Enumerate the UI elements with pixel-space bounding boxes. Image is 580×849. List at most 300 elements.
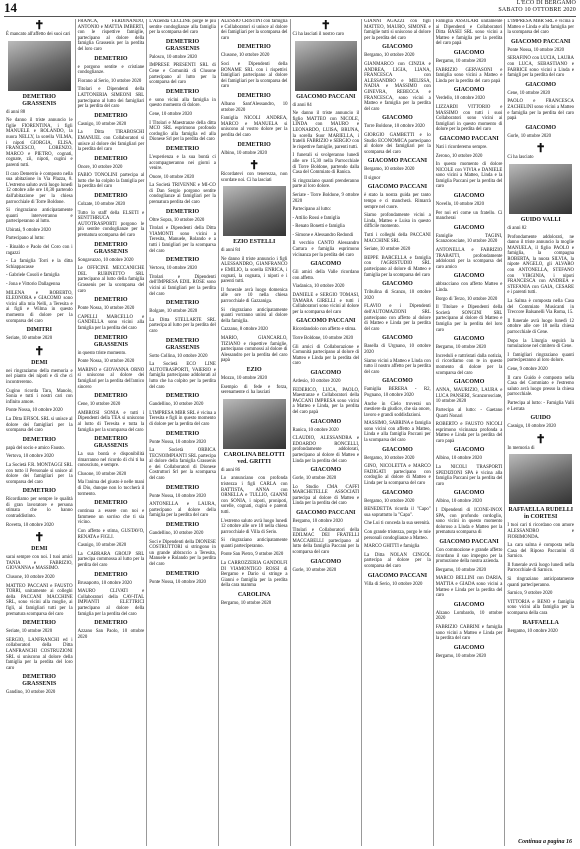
column-8 — [504, 19, 576, 846]
notice-text: di anni 84 — [220, 248, 241, 254]
deceased-name: DEMETRIO GRASSENIS — [93, 436, 128, 450]
notice-text: Gorle, 10 ottobre 2020 — [292, 476, 337, 482]
deceased-name: GIACOMO — [525, 124, 557, 131]
deceased-name: GUIDO VALLI — [520, 216, 561, 223]
notice-text: MARCO GHITTI e famiglia — [364, 544, 420, 550]
deceased-name: GIACOMO — [453, 644, 485, 651]
notice-text: in questo triste momento. — [77, 350, 127, 356]
deceased-name: GIACOMO — [453, 379, 485, 386]
deceased-name: DEMETRIO GRASSENIS — [93, 241, 128, 255]
notice-text: Gandino, 10 ottobre 2020 — [6, 690, 56, 696]
notice-text: VITTORIA e BENO e famiglia sono vicini alla famiglia per la scomparsa della cara — [507, 599, 574, 617]
notice-text: La Ditta NOLAN CINGOL partecipa al dolore per la scomparsa del caro — [364, 552, 431, 569]
obituary-columns — [4, 19, 576, 846]
deceased-name: GIACOMO — [382, 335, 413, 342]
column-5 — [290, 19, 362, 846]
portrait-photo — [223, 399, 286, 449]
notice-text: Verdello, 10 ottobre 2020 — [435, 96, 485, 102]
notice-text: Gandellino, 10 ottobre 2020 — [149, 402, 204, 408]
notice-text: La sua bontà e disponibilità rimarranno nel ricordo di chi ti ha conosciuto, e sempre. — [77, 452, 145, 469]
notice-text: Si ringraziano anticipatamente quanti vorranno unirsi al dolore della famiglia. — [220, 307, 288, 324]
notice-text: CAPELLI MARCELLO e GANDELLA sono vicini alla famiglia per la perdita del caro — [77, 314, 145, 331]
notice-text: Cazzano, 8 ottobre 2020 — [220, 327, 268, 333]
notice-text: DANIELE e SERGIO TOMASI, TAMARA GIRELLI e tutti i Collaboratori sono vicini al dolore per la scomparsa del caro — [292, 293, 360, 315]
notice-text: Vertova, 10 ottobre 2020 — [149, 266, 197, 272]
notice-text: Novello, 10 ottobre 2020 — [435, 202, 484, 208]
cross-icon: ✝ — [535, 141, 546, 156]
notice-text: Lo Studio CMA CAFFI MARCHETELLE ASSOCIATI partecipa al dolore di Matteo e Linda per la perdita del caro — [292, 484, 360, 507]
notice-text: Cene, 10 ottobre 2020 — [507, 90, 551, 96]
notice-text: La Ditta STELLARTE SRL partecipa al lutto per la perdita del caro — [149, 317, 216, 334]
notice-text: Con grande tristezza, porgo le mie personali condoglianze a Matteo. — [364, 530, 431, 541]
notice-text: Ricordiamo per sempre le qualità di gran lavoratore e persona stimata che lo hanno contraddistinto. — [6, 497, 73, 520]
notice-text: Cugino ricorda Tara, Manolo, Sonia e tutti i nostri cari con infinito amore. — [6, 388, 73, 405]
notice-text: Ponte Nossa, 10 ottobre 2020 — [6, 408, 63, 414]
notice-text: La Società ECO LINE AUTOTRASPORTI, VAIERIO e famiglia partecipano addolorati al lutto che ha colpito per la perdita del caro — [149, 362, 216, 390]
notice-text: Alzano Lombardo, 10 ottobre 2020 — [435, 610, 503, 622]
notice-text: Clusone, 10 ottobre 2020 — [6, 575, 55, 581]
deceased-name: DEMETRIO — [94, 155, 128, 162]
notice-text: Dopo la Liturgia seguirà la tumulazione nel cimitero di Cene. — [507, 338, 574, 350]
deceased-name: GIACOMO PACCANI — [439, 539, 499, 545]
notice-text: Ne danno il triste annuncio i figli ALESSANDRO, GIANFRANCO e EMILIO, la sorella ENRICA, i cognati, la cognata, i nipoti e i parenti tutti. — [220, 256, 288, 285]
notice-text: Bergamo, 10 ottobre 2020 — [435, 345, 487, 351]
deceased-name: DEMETRIO GRASSENIS — [93, 334, 128, 348]
notice-text: Bergamo, 10 ottobre 2020 — [435, 567, 487, 573]
deceased-name: GIACOMO — [310, 558, 342, 565]
notice-text: La Ditta EFISOL SRL si unisce al dolore dei famigliari per la scomparsa del caro — [6, 416, 73, 434]
notice-text: Lo annunciano con profonda tristezza i figli CARLA con BATTISTA, ANNA con ORNELLA e TULLIO, GIANNI con SONIA, i nipoti, pronipoti, sorelle, cognati, cugini e parenti tutti. — [220, 476, 288, 515]
portrait-photo — [8, 41, 71, 91]
notice-text: La NICOLI TRASPORTI SPEDIZIONI SPA è vicina alla famiglia Paccani per la perdita del caro — [435, 465, 503, 487]
deceased-name: GIACOMO PACCANI — [439, 135, 499, 142]
notice-text: Viadanica, 10 ottobre 2020 — [292, 284, 345, 290]
notice-text: Esempio di fede e forza, serenamente ci ha lasciati — [220, 384, 288, 396]
deceased-name: GIACOMO — [310, 418, 342, 425]
notice-text: ANNA, MAURIZIO, LAURA e LUCA PANSERI, Scanzorosciate, 10 ottobre 2020 — [435, 388, 503, 405]
notice-text: I funerali si svolgeranno lunedì alle ore 15,30 nella Parrocchiale di Torre Boldone, partendo dalla Casa del Commiato di Ranica. — [292, 153, 360, 176]
deceased-name: RAFFAELLA RUDELLI in CORTESI — [508, 507, 574, 521]
notice-text: Partecipano al lutto: — [292, 207, 332, 213]
deceased-name: GIACOMO PACCANI — [367, 184, 428, 191]
deceased-name: GIACOMO — [310, 261, 342, 268]
notice-text: Ma l'anima del giusto è nelle mani di Dio, dunque non lo toccherà il tormento. — [77, 480, 145, 497]
deceased-name: GIACOMO — [453, 87, 485, 94]
deceased-name: GIACOMO — [453, 447, 485, 454]
notice-text: È mancato all'affetto dei suoi cari — [6, 32, 71, 37]
deceased-name: DEMETRIO — [94, 393, 128, 400]
notice-text: Bergamo, 10 ottobre 2020 — [364, 167, 415, 173]
masthead — [498, 0, 576, 14]
notice-text: FABRIZIO CABRINI e famiglia sono vicini a Matteo e Linda per la perdita del caro — [435, 624, 503, 642]
notice-text: Rovetta, 10 ottobre 2020 — [6, 522, 54, 528]
notice-text: In memoria di — [507, 445, 535, 451]
notice-text: IMPRESE PRESENTI SRL di Cene e Comunità di Clusone partecipano al lutto per la scomparsa del caro — [149, 63, 216, 86]
notice-text: BEPPE BARCELLA e famiglia con l'AGRISTUDIO SRL partecipano al dolore di Matteo e famiglia per la scomparsa del caro — [364, 255, 431, 278]
column-7 — [433, 19, 505, 846]
cross-icon: ✝ — [34, 19, 45, 32]
notice-text: La cara salma è composta nella Casa del Riposo Paccanini di Sarnico. — [507, 543, 574, 560]
deceased-name: GIACOMO — [453, 193, 485, 200]
notice-text: La CARROZZERIA GANDOLFI DI VIAMONTIGO ROSSI di Bergamo e Dario si stringe a Gianni e famiglia per la perdita della cara mamma — [220, 561, 288, 589]
deceased-name: EZIO ESTELLI — [233, 239, 276, 246]
deceased-name: DEMETRIO — [165, 430, 200, 437]
notice-text: - Jona e Vittorio Dallagenna — [6, 282, 60, 288]
column-1 — [4, 19, 75, 846]
notice-text: di anni 88 — [6, 109, 26, 115]
column-4 — [218, 19, 290, 846]
notice-text: Palosco, 10 ottobre 2020 — [149, 54, 197, 60]
notice-text: Casnigo, 10 ottobre 2020 — [77, 121, 127, 127]
notice-text: In questo momento di dolore NICOLE con VIVIA e DANIELE sono vicini a Matteo, Linda e la famiglia Paccani per la perdita del caro — [435, 162, 503, 190]
notice-text: Bergamo, 10 ottobre 2020 — [364, 53, 415, 59]
deceased-name: DEMETRIO — [94, 571, 128, 578]
notice-text: Gorle, 10 ottobre 2020 — [292, 567, 337, 573]
deceased-name: GIACOMO — [382, 378, 413, 385]
deceased-name: GIACOMO PACCANI — [296, 318, 356, 325]
notice-text: FABRIZIO GERVASONI e famiglia sono vicini a Matteo e Linda per la perdita del caro papà — [435, 67, 503, 84]
notice-text: Ci ha lasciato — [507, 155, 534, 161]
notice-text: Cene, 10 ottobre 2020 — [149, 111, 192, 117]
column-3 — [146, 19, 218, 846]
deceased-name: GIACOMO — [382, 115, 413, 122]
deceased-name: DEMETRIO GRASSENIS — [22, 674, 57, 688]
notice-text: Villa di Serio, 10 ottobre 2020 — [364, 581, 423, 587]
deceased-name: GIACOMO — [310, 369, 342, 376]
notice-text: Ranica, 10 ottobre 2020 — [292, 427, 339, 433]
notice-text: e sono vicini alla famiglia in questo momento di dolore. — [149, 97, 216, 109]
notice-text: La Ditta TIRABOSCHI EMANUEL con Collaboratori si unisce al dolore dei famigliari per la perdita del caro — [77, 130, 145, 153]
notice-text: Clusone, 10 ottobre 2020 — [77, 471, 127, 477]
notice-text: SERGIO, LANFRANCHI ed i collaboratori della Ditta LANFRANCHI COSTRUZIONI SRL si uniscono al dolore della famiglia per la perdita del loro caro — [6, 637, 73, 671]
notice-text: - Renato Bonetti e famiglia — [292, 224, 345, 230]
deceased-name: DEMETRIO — [237, 92, 271, 99]
notice-text: Zerono, 10 ottobre 2020 — [435, 153, 483, 159]
notice-text: Albino, 10 ottobre 2020 — [435, 456, 482, 462]
deceased-name: DEMETRIO — [165, 145, 200, 152]
notice-text: Si ringraziano quanti prenderanno parte al loro dolore. — [292, 178, 360, 190]
notice-text: Per noi eri come un fratello. Ci mancherai — [435, 210, 503, 222]
notice-text: Onore, 10 ottobre 2020 — [149, 174, 195, 180]
notice-text: Borgo di Terzo, 10 ottobre 2020 — [435, 296, 498, 302]
notice-text: continua a essere con noi e fammene un sorriso che ti sia vicino. — [77, 509, 145, 526]
notice-text: L'IMPRESA MBR SRL è vicina a Matteo e Linda e alla famiglia per la scomparsa del caro — [507, 19, 574, 36]
deceased-name: GIACOMO — [382, 281, 413, 288]
notice-text: GIANNI AGAZZI con figli MATTEO, MAURO, SIMONE e famiglie tutti si uniscono al dolore per la perdita del caro — [364, 19, 431, 41]
deceased-name: DEMETRIO — [165, 522, 200, 529]
deceased-name: DEMETRIO GRASSENIS — [165, 337, 200, 351]
deceased-name: DEMETRIO — [165, 393, 200, 400]
notice-text: Cene, 10 ottobre 2020 — [77, 402, 121, 408]
notice-text: MARINO e GIOVANNA ORNO si uniscono al dolore dei famigliari per la perdita dell'amico sincero — [77, 367, 145, 390]
notice-text: Bergamo, 10 ottobre 2020 — [364, 455, 415, 461]
deceased-name: DEMETRIO — [22, 436, 56, 443]
deceased-name: DEMETRIO — [165, 570, 200, 577]
notice-text: abbracciano con affetto Matteo e Linda. — [435, 282, 503, 293]
notice-text: e porgono sentite e cristiane condoglianze. — [77, 64, 145, 76]
notice-text: Il funerale avrà luogo lunedì nella Parrocchiale di Sarnico. — [507, 562, 574, 574]
deceased-name: CAROLINA BELOTTI ved. GRITTI — [223, 451, 285, 465]
deceased-name: GIACOMO — [453, 224, 485, 231]
deceased-name: GIACOMO PACCANI — [367, 572, 428, 579]
notice-text: La Società F.R. MONTAGGI SRL con tutto il Personale si unisce al dolore dei famigliari per la scomparsa del caro — [6, 462, 73, 485]
notice-text: Bergamo, 10 ottobre 2020 — [364, 498, 415, 504]
notice-text: Il signor — [364, 175, 381, 181]
issue-date: SABATO 10 OTTOBRE 2020 — [498, 7, 576, 13]
notice-text: Ne danno il triste annuncio le figlie FIORENTINA, i figli MANUELE e ROLANDO, la nuora NELLY, la sorella VILMA, i nipoti GIORGIA, ELISA, FRANCESCO, LORENZO, MARCO e PIETRO, cognati, cognate, zii, nipoti, cugini e parenti tutti. — [6, 118, 73, 168]
notice-text: Si ringraziano anticipatamente quanti parteciperanno. — [220, 538, 288, 549]
deceased-name: DEMI — [31, 359, 48, 366]
notice-text: ANTONELLA e FABRIZIO TRABATTI, profondamente addolorati per la scomparsa del caro amico — [435, 248, 503, 270]
notice-text: di anni 82 — [507, 225, 527, 231]
notice-text: Clusone, 10 ottobre 2020 — [220, 53, 270, 59]
notice-text: I Dipendenti di ICONE-INOX SPA, con profondo cordoglio, sono vicini in questo momento doloroso a Linda e Matteo per la prematura scomparsa di — [435, 508, 503, 536]
deceased-name: GIACOMO — [453, 490, 485, 497]
deceased-name: DEMETRIO — [165, 300, 200, 307]
notice-text: Ci ha lasciati il nostro caro — [292, 32, 345, 37]
notice-text: Titolari e Dipendenti della LATTONERIA SIMEONI SRL partecipano al lutto dei famigliari per la perdita del caro — [77, 87, 145, 110]
notice-text: Ponte Nossa, 10 ottobre 2020 — [77, 306, 135, 312]
deceased-name: GIACOMO — [453, 273, 485, 280]
deceased-name: DIMITRI — [26, 327, 52, 334]
notice-text: Albino, 10 ottobre 2020 — [435, 499, 482, 505]
deceased-name: DEMETRIO — [237, 141, 271, 148]
notice-text: Gorle, 10 ottobre 2020 — [507, 133, 552, 139]
notice-text: Bergamo, 10 ottobre 2020 — [435, 653, 487, 659]
deceased-name: EZIO — [246, 366, 262, 373]
notice-text: - Simone e Alessandro Redondi — [292, 232, 354, 238]
deceased-name: DEMETRIO — [22, 620, 56, 627]
cross-icon: ✝ — [34, 530, 45, 545]
notice-text: MARIO, GIANCARLO, TIZIANO e rispettive famiglie, partecipano commossi al dolore di Alessandro per la perdita del caro papà — [220, 336, 288, 364]
deceased-name: GIACOMO PACCANI — [296, 510, 356, 517]
notice-text: Tutto lo staff della ELSETI e SENTTHRUCA AUTOTRASPORTI porgono le più sentite condoglianze per la prematura scomparsa del caro — [77, 210, 145, 239]
notice-text: Seriate, 10 ottobre 2020 — [364, 247, 411, 253]
deceased-name: DEMETRIO GRASSENIS — [22, 93, 57, 107]
notice-text: papà del socio e amico Fausto. — [6, 445, 65, 451]
notice-text: Albano Sant'Alessandro, 10 ottobre 2020 — [220, 101, 288, 113]
notice-text: Songavazzo, 10 ottobre 2020 — [77, 257, 134, 263]
newspaper-name: L'ECO DI BERGAMO — [516, 0, 576, 6]
notice-text: FRANCA, FERDINANDO, ANTONIO e MATTIA IMBERTI, con le rispettive famiglie, partecipano al dolore della famiglia Grassenis per la perdita del loro caro — [77, 19, 145, 52]
notice-text: Ne danno il triste annuncio il figlio MATTEO con NICOLE, LINDA con MAURO e LEONARDO, LUISA, BRUNA, la sorella Suor MARIELLA, i fratelli FABRIZIO e SERGIO con le rispettive famiglie, parenti tutti. — [292, 111, 360, 150]
deceased-name: GIACOMO — [382, 489, 413, 496]
notice-text: Il vecchio CANTO Alessandro Carrara e famiglia esprimono vicinanza per la perdita del caro — [292, 241, 360, 258]
notice-text: MASSIMO, SABRINA e famiglia sono vicini con affetto a Matteo, Linda e alla famiglia Paccani per la scomparsa del caro — [364, 421, 431, 444]
notice-text: Che Lui ti conceda la sua serenità. — [364, 521, 431, 527]
deceased-name: DEMETRIO — [94, 193, 128, 200]
column-6 — [361, 19, 433, 846]
notice-text: Titolari e Dipendenti della Ditta VIAMONTI sono vicini a Teresita, Manuele, Rolando e a tutti i famigliari per la scomparsa del caro — [149, 226, 216, 254]
deceased-name: DEMETRIO — [165, 484, 200, 491]
deceased-name: DEMETRIO — [94, 55, 128, 62]
notice-text: Ponte Nossa, 10 ottobre 2020 — [149, 493, 206, 499]
notice-text: Famiglie TAGINI, Scanzorosciate, 10 ottobre 2020 — [435, 233, 503, 245]
notice-text: SERAFINO con LUCIA, LAURA con LUCA, SEBASTIANO e FABRICE sono vicini a Linda e famigli per la perdita del caro — [507, 56, 574, 79]
notice-text: Famiglia NICOLI ANDREA, MARCO e MANUELA si uniscono al vostro dolore per la perdita del caro — [220, 116, 288, 138]
column-2 — [75, 19, 147, 846]
notice-text: Colzate, 10 ottobre 2020 — [77, 202, 126, 208]
notice-text: Tribulina di Scanzo, 10 ottobre 2020 — [364, 290, 431, 301]
deceased-name: DEMETRIO — [237, 44, 271, 51]
deceased-name: DEMETRIO — [165, 88, 200, 95]
notice-text: Azzano San Paolo, 10 ottobre 2020 — [77, 629, 145, 640]
deceased-name: DEMETRIO — [22, 488, 56, 495]
deceased-name: DEMETRIO — [94, 112, 128, 119]
continuation-note: Continua a pagina 16 — [518, 839, 572, 845]
notice-text: Bergamo, 10 ottobre 2020 — [220, 601, 272, 607]
portrait-photo — [223, 186, 286, 236]
notice-text: Mozzo, 10 ottobre 2020 — [220, 375, 267, 381]
notice-text: Seriate, 10 ottobre 2020 — [6, 336, 53, 342]
deceased-name: GIACOMO — [453, 336, 485, 343]
notice-text: Gli amici della Valle ricordano con affetto. — [292, 270, 360, 281]
notice-text: Ubiratá, 9 ottobre 2020 — [6, 227, 51, 233]
notice-text: GINO, NICOLETTA e MARCO FADIGATI partecipano con cordoglio al dolore di Matteo e Linda per la scomparsa del caro — [364, 464, 431, 487]
deceased-name: DEMETRIO — [94, 297, 128, 304]
notice-text: - Rinaldo e Paolo del Coro con i ragazzi — [6, 245, 73, 256]
notice-text: Anche in Cielo troverai un mestiere da giudice, che sia onore, lavoro e grandi soddisfazioni. — [364, 401, 431, 418]
notice-text: nei ringraziamo della memoria e nel pianto dei nipoti e di che ci incontreremo. — [6, 368, 73, 385]
notice-text: - La famiglia Torri e la ditta Schiappacasse — [6, 259, 73, 270]
notice-text: FABIO TONOLINI partecipa al lutto che ha colpito la famiglia per la perdita del caro — [77, 173, 145, 190]
notice-text: Titolari e Dipendenti dell'IMPRESA EDIL ROSE sono vicini ai famigliari per la perdita del caro — [149, 274, 216, 297]
notice-text: Famiglia BERERA - R2, Pognano, 10 ottobre 2020 — [364, 387, 431, 398]
notice-text: Ponte Nossa, 10 ottobre 2020 — [149, 579, 206, 585]
notice-text: Vertova, 10 ottobre 2020 — [6, 454, 54, 460]
notice-text: Gandellino, 10 ottobre 2020 — [149, 531, 204, 537]
notice-text: FEDERICO, LUCA, PAOLO, Maestranze e Collaboratori della PACCANI IMPRESA sono vicini a Matteo e Linda, per la perdita del caro papà — [292, 387, 360, 415]
notice-text: La Salma è composta nella Casa del Commiato Musicanti in Treccore Balsanelli Via Roma, 15. — [507, 299, 574, 316]
notice-text: ALESSIO CRISTINI con famiglia e Collaboratori si unisce al dolore dei famigliari per la scomparsa del caro — [220, 19, 288, 41]
notice-text: Sotto Collina, 10 ottobre 2020 — [149, 353, 208, 359]
deceased-name: GIACOMO — [525, 81, 557, 88]
deceased-name: DEMETRIO — [165, 208, 200, 215]
notice-text: La CABRARA GROUP SRL partecipa commossa al lutto per la perdita del caro — [77, 551, 145, 568]
notice-text: Il funerale avrà luogo domenica alle ore 10 nella chiesa parrocchiale di Gazzaniga. — [220, 287, 288, 305]
notice-text: Ponte Nossa, 10 ottobre 2020 — [77, 359, 135, 365]
notice-text: Casnigo, 10 ottobre 2020 — [77, 543, 127, 549]
notice-text: di anni 86 — [220, 467, 241, 473]
notice-text: Le OFFICINE MECCANICHE DEL RUBINETTO SRL partecipano al lutto della famiglia Grassenis per la scomparsa del caro — [77, 266, 145, 294]
deceased-name: DEMETRIO GRASSENIS — [165, 38, 200, 52]
deceased-name: GIACOMO — [453, 601, 485, 608]
deceased-name: DEMETRIO — [165, 257, 200, 264]
notice-text: MAURO CLIVATI e Collaboratori della CAV-ITAL IMPIANTI ELETTRICI partecipano al dolore della famiglia per la perdita del caro — [77, 589, 145, 617]
deceased-name: GIACOMO — [310, 467, 342, 474]
notice-text: GIORGIO GAMBETTI e lo Studio ECONOMICA partecipano al dolore dei famigliari per la scomparsa del caro — [364, 132, 431, 155]
notice-text: Torre Boldone, 10 ottobre 2020 — [292, 336, 354, 341]
notice-text: - Gabriele Cosoli e famiglia — [6, 273, 60, 279]
notice-text: sarai sempre con noi. I tuoi amici TANIA e FABRIZIO, GIOVANNA e MASSIMO. — [6, 555, 73, 572]
notice-text: Gli amici di Collaborazione e Comunità partecipano al dolore di Matteo e Linda per la perdita del caro — [292, 344, 360, 367]
notice-text: Soci e Dipendenti della BONAME SRL con i rispettivi famigliari partecipano al dolore dei famigliari per la scomparsa del caro — [220, 61, 288, 90]
portrait-photo — [509, 454, 572, 504]
notice-text: ROBERTO e FAUSTO NICOLI esprimono vicinanza profonda a Matteo e Linda per la perdita del caro papà — [435, 422, 503, 444]
notice-text: L'estremo saluto avrà luogo lunedì 12 ottobre alle ore 10 nella chiesa parrocchiale di Villa di Serio. — [220, 518, 288, 535]
notice-text: AMBROSI SONIA e tutti i Dipendenti della TEA si uniscono al lutto di Teresita e tutta la famiglia per la scomparsa del caro — [77, 410, 145, 433]
notice-text: di anni 84 — [292, 102, 312, 108]
notice-text: Oltre Sopra, 10 ottobre 2020 — [149, 217, 205, 223]
notice-text: Ponte San Pietro, 9 ottobre 2020 — [220, 552, 284, 558]
portrait-photo — [295, 41, 358, 91]
deceased-name: DEMETRIO — [94, 620, 128, 627]
notice-text: Brusaporto, 10 ottobre 2020 — [77, 580, 132, 586]
notice-text: Sarnico, 9 ottobre 2020 — [507, 591, 553, 597]
notice-text: LIZZARDI VITTORIO e MASSIMO con tutti i suoi Collaboratori sono vicini ai famigliari in questo momento di dolore per la perdita del caro — [435, 104, 503, 133]
notice-text: Nati i ricorderemo sempre. — [435, 144, 488, 150]
notice-text: Con affetto e stima, GUSTAVO, RENATA e FIGLI. — [77, 529, 145, 540]
notice-text: Torre Boldone, 10 ottobre 2020 — [364, 124, 425, 130]
cross-icon: ✝ — [249, 158, 260, 173]
page-header — [4, 0, 576, 17]
notice-text: Ricordandolo con affetto e stima. — [292, 327, 357, 333]
deceased-name: CAROLINA — [237, 592, 271, 599]
deceased-name: RAFFAELLA — [522, 619, 559, 626]
notice-text: Titolari e Collaboratori della EDILMAC DEI FRATELLI MACCABELLI partecipano al lutto della famiglia Paccani per la scomparsa del caro — [292, 527, 360, 556]
notice-text: GIANMARCO con CINZIA e ANDREA, LIGIA, LIANA, FRANCESCA con ALESSANDRO e MELISSA, NADIA e MASSIMO con GINEVRA, REBECCA e FRANCESCA, sono vicini a Matteo e famiglia per la perdita del caro — [364, 61, 431, 112]
cross-icon: ✝ — [320, 19, 331, 32]
deceased-name: DEMETRIO — [94, 500, 128, 507]
notice-text: Cene, 9 ottobre 2020 — [507, 366, 548, 372]
notice-text: Basella di Urgnano, 10 ottobre 2020 — [364, 344, 431, 355]
notice-text: I famigliari ringraziano quanti parteciperanno al loro dolore. — [507, 352, 574, 364]
deceased-name: GIACOMO — [382, 44, 413, 51]
notice-text: Si ringraziano anticipatamente quanti interverranno e parteciperanno al lutto. — [6, 208, 73, 225]
notice-text: MILENA e ROBERTO, ELEONORA e GIACOMO sono vicini alla mia Nelli, a Teresita e ai figli e Wilma in questo momento di dolore per la scomparsa del caro — [6, 290, 73, 324]
notice-text: Si ringraziano anticipatamente quanti parteciperanno. — [507, 577, 574, 588]
cross-icon: ✝ — [34, 343, 45, 358]
notice-text: è stato la nostra guida per tanto tempo e ci mancherà. Rimarrà sempre nel cuore. — [364, 193, 431, 210]
notice-text: Partecipa al lutto: - Gaetano Quarti Nonari — [435, 407, 503, 419]
notice-text: Il caro Guido è composto nella Casa del Commiato e l'estremo saluto avrà luogo presso la chiesa parrocchiale. — [507, 375, 574, 398]
notice-text: Casnigo, 10 ottobre 2020 — [507, 424, 556, 430]
portrait-photo — [509, 164, 572, 214]
notice-text: I Titolari e Maestranze della ditta MCO SRL esprimono profondo cordoglio alla famiglia ed alla Dionese Srl per la perdita del caro — [149, 120, 216, 143]
notice-text: CLAUDIO, ALESSANDRA e EDOARDO RONCELLI, profondamente addolorati, partecipano al dolore di Matteo e Linda per la perdita del caro — [292, 436, 360, 464]
page-number: 14 — [4, 0, 17, 15]
notice-text: Increduli e rattristati dalla notizia, ci ricordiamo con te in questo momento di dolore per la scomparsa del caro — [435, 353, 503, 376]
notice-text: Partecipa al lutto: - Famiglia Valli e Lerrata — [507, 400, 574, 412]
notice-text: Soci e Dipendenti della DIONESE COSTRUTTORI si stringono in un grande abbraccio a Teresita, Manuele e Rolando per la perdita del caro — [149, 539, 216, 567]
notice-text: Siamo vicini a Matteo e Linda con tutto il nostro affetto per la perdita del caro — [364, 358, 431, 375]
deceased-name: GUIDO — [530, 415, 551, 422]
notice-text: PAOLO e FRANCESCA ZACHELINI sono vicini a Matteo e famiglia per la perdita del caro papà — [507, 99, 574, 122]
notice-text: Seriate - Torre Boldone, 9 ottobre 2020 — [292, 192, 360, 204]
notice-text: Albino, 10 ottobre 2020 — [220, 150, 267, 156]
notice-text: L'Azienda CECLINE porge le più sentite condoglianze alla famiglia per la scomparsa del caro — [149, 19, 216, 36]
notice-text: I tuoi cari ti ricordano con amore ALESSANDRO e FIORIMONDA. — [507, 523, 574, 540]
notice-text: Bergamo, 10 ottobre 2020 — [507, 628, 558, 634]
notice-text: ANTONELLA e LAURA, partecipano al dolore della famiglia per la perdita del caro — [149, 502, 216, 519]
cross-icon: ✝ — [535, 431, 546, 446]
notice-text: Tutti i colleghi della PACCANI MACCHINE SRL — [364, 233, 431, 244]
notice-text: MARCO BELLINI con DARIA, MATTIA e GIADA sono vicini a Matteo e Linda per la perdita del caro — [435, 576, 503, 599]
notice-text: Seriate, 10 ottobre 2020 — [6, 629, 53, 635]
notice-text: Ponte Nossa, 10 ottobre 2020 — [507, 47, 565, 53]
notice-text: Bergamo, 10 ottobre 2020 — [435, 58, 487, 64]
notice-text: L'IMPRESA MBR SRL è vicina a Teresita e figli in questo momento di dolore per la perdita del caro — [149, 410, 216, 427]
notice-text: MATTEO PACCANI e FAUSTO TORRI, unitamente ai colleghi della PACCANI MACCHINE SRL, sono vicini alla moglie, ai figli, ai famigliari tutti per la prematura scomparsa del caro — [6, 583, 73, 617]
notice-text: Bergamo, 10 ottobre 2020 — [292, 519, 343, 525]
notice-text: Onore, 10 ottobre 2020 — [77, 164, 123, 170]
notice-text: Profondamente addolorati, ne danno il triste annuncio la moglie MANUELA, il figlio PAOLO e famiglia, la compagna ROBERTA, la nuora SILVIA, la nipote ANGELO, gli ALVARO con ANTONELLA, STEFANO con VIRGINIA, i nipoti FRANCESCA con ANDREA e STEFANIA con GAIA, CESARE e i parenti tutti. — [507, 234, 574, 296]
notice-text: L'esperienza e la sua bontà ci accompagneranno nei giorni a venire. — [149, 154, 216, 172]
notice-text: Ricordatevi con tenerezza, non scordate noi. Ci ha lasciati — [220, 172, 288, 183]
deceased-name: GIACOMO PACCANI — [296, 93, 356, 100]
notice-text: BENEDETTA ricorda il "Capo" sua soprattutto la "Capa". — [364, 507, 431, 518]
notice-text: Fiorano al Serio, 10 ottobre 2020 — [77, 78, 142, 84]
